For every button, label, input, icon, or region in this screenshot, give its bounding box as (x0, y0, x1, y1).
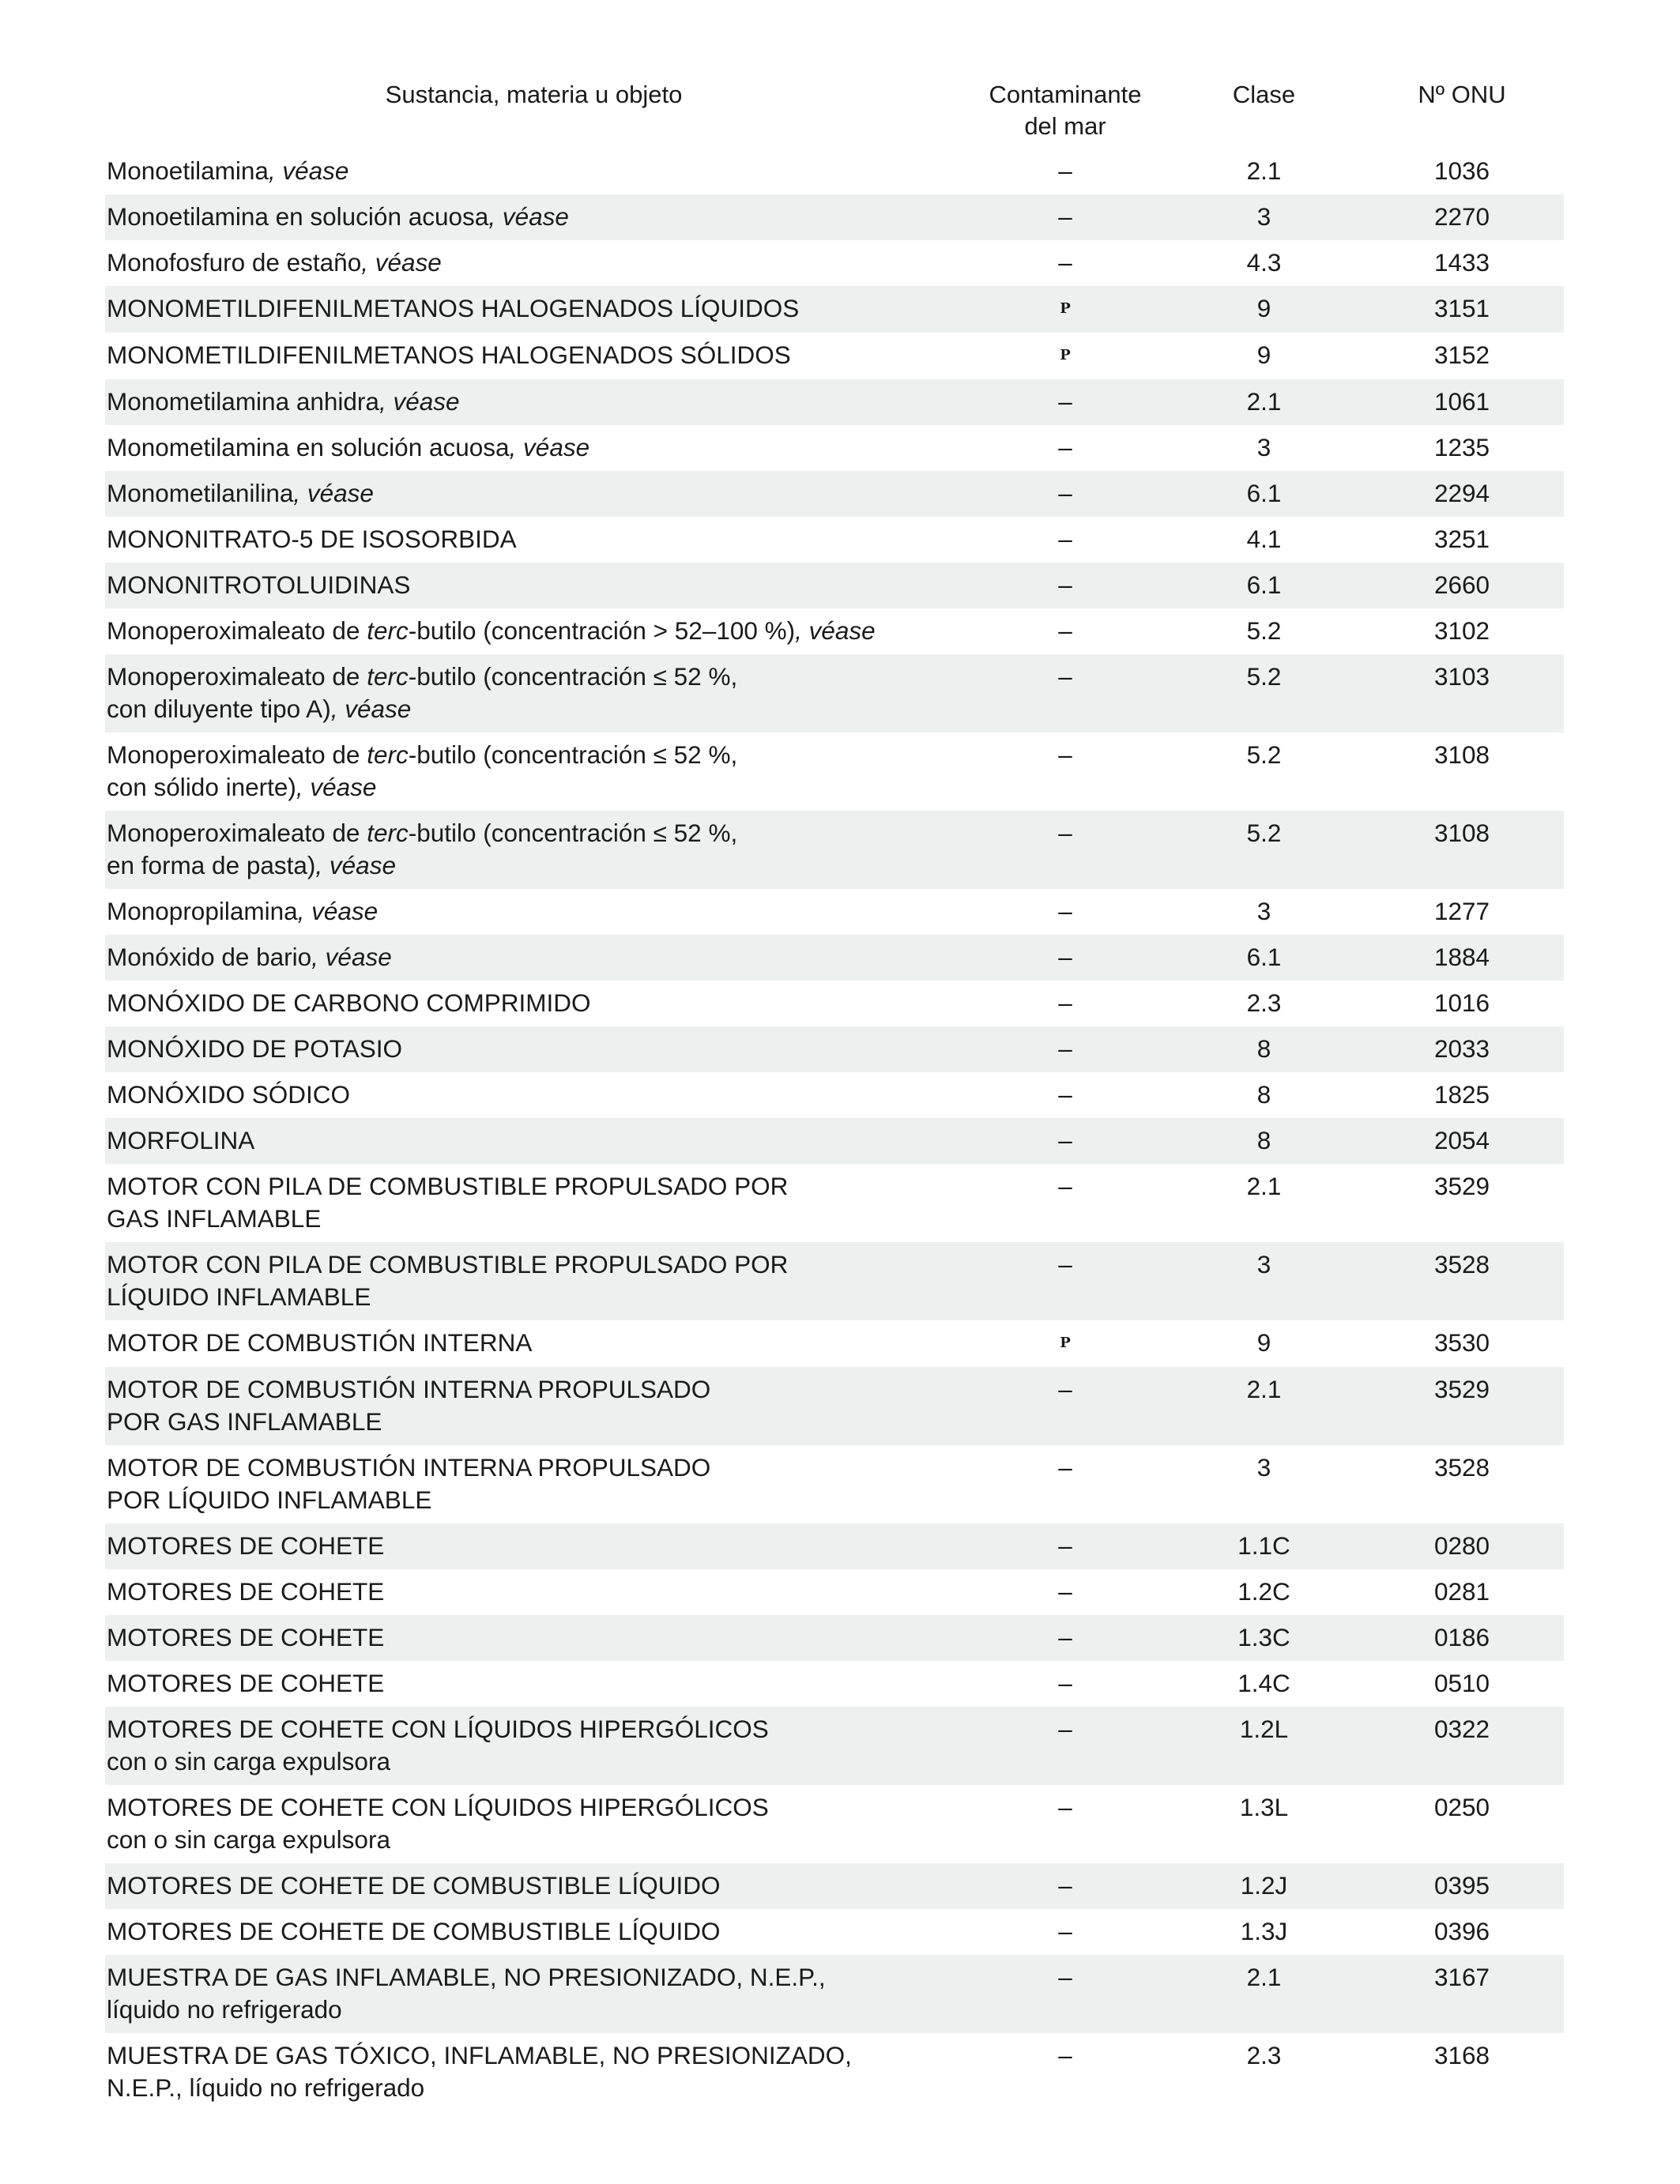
substance-name-segment: MOTORES DE COHETE CON LÍQUIDOS HIPERGÓLICOS (107, 1793, 769, 1821)
table-row (105, 1026, 1564, 1072)
table-row (105, 333, 1564, 379)
substance-name-italic-segment: , véase (311, 943, 392, 971)
substance-name-segment: MONÓXIDO SÓDICO (107, 1080, 351, 1109)
cell-class: 3 (1168, 1242, 1360, 1320)
cell-un-number: 2054 (1360, 1118, 1564, 1164)
marine-pollutant-dash: – (1058, 1623, 1072, 1651)
cell-marine-pollutant (962, 1026, 1168, 1072)
substance-name-italic-segment: , véase (379, 387, 460, 416)
substance-name-segment: Monoperoximaleato de (107, 662, 367, 691)
cell-marine-pollutant (962, 194, 1168, 240)
cell-marine-pollutant (962, 379, 1168, 425)
substance-name-segment: N.E.P., líquido no refrigerado (107, 2073, 425, 2102)
substance-name-segment: -butilo (concentración ≤ 52 %, (408, 662, 738, 691)
table-row (105, 517, 1564, 563)
cell-marine-pollutant (962, 1661, 1168, 1707)
cell-substance-name (105, 1118, 962, 1164)
cell-un-number: 3151 (1360, 286, 1564, 333)
cell-un-number: 1016 (1433, 988, 1490, 1017)
cell-un-number: 0396 (1433, 1917, 1490, 1945)
header-substance: Sustancia, materia u objeto (385, 81, 683, 108)
cell-un-number: 0281 (1433, 1577, 1490, 1606)
cell-un-number: 1825 (1433, 1080, 1490, 1109)
substance-name-segment: Monoperoximaleato de (107, 740, 367, 769)
cell-marine-pollutant (962, 608, 1168, 654)
table-body (105, 149, 1564, 2111)
substance-name-segment: MUESTRA DE GAS INFLAMABLE, NO PRESIONIZADO, N.E.P., (107, 1963, 826, 1991)
cell-substance-name (105, 1445, 962, 1523)
cell-substance-name (105, 471, 962, 517)
table-header (105, 79, 1564, 149)
substance-name-segment: MONÓXIDO DE CARBONO COMPRIMIDO (107, 988, 591, 1017)
cell-marine-pollutant (962, 1242, 1168, 1320)
substance-name-italic-segment: , véase (795, 616, 876, 645)
substance-name-segment: MOTORES DE COHETE DE COMBUSTIBLE LÍQUIDO (107, 1871, 721, 1900)
substance-name-segment: -butilo (concentración ≤ 52 %, (408, 740, 738, 769)
cell-class: 2.1 (1246, 156, 1282, 185)
substance-name-italic-segment: , véase (296, 773, 377, 801)
table-row (105, 1569, 1564, 1615)
cell-substance-name (105, 1072, 962, 1118)
cell-un-number: 1433 (1433, 248, 1490, 277)
cell-class: 8 (1256, 1080, 1271, 1109)
marine-pollutant-dash: – (1058, 1577, 1072, 1606)
cell-substance-name (105, 286, 962, 333)
cell-marine-pollutant (962, 1955, 1168, 2033)
cell-marine-pollutant (962, 935, 1168, 981)
cell-substance-name (105, 654, 962, 732)
table-row (105, 1072, 1564, 1118)
substance-name-segment: Monopropilamina (107, 897, 298, 925)
marine-pollutant-dash: – (1058, 525, 1072, 553)
marine-pollutant-mark: P (1060, 1335, 1071, 1351)
cell-substance-name (105, 1164, 962, 1242)
marine-pollutant-dash: – (1058, 1917, 1072, 1945)
substance-name-italic-segment: , véase (509, 433, 590, 461)
substance-name-segment: Monoetilamina (107, 156, 269, 185)
substance-name-segment: MONOMETILDIFENILMETANOS HALOGENADOS LÍQUIDOS (107, 294, 800, 322)
substance-name-segment: POR GAS INFLAMABLE (107, 1407, 382, 1436)
table-row (105, 1445, 1564, 1523)
cell-un-number: 1277 (1433, 897, 1490, 925)
substance-name-italic-segment: , véase (488, 202, 569, 231)
cell-un-number: 3103 (1360, 654, 1564, 732)
marine-pollutant-dash: – (1058, 1172, 1072, 1200)
cell-marine-pollutant (962, 471, 1168, 517)
cell-substance-name (105, 2033, 962, 2111)
cell-class: 2.1 (1246, 1172, 1282, 1200)
cell-class: 2.1 (1168, 1955, 1360, 2033)
cell-substance-name (105, 333, 962, 379)
marine-pollutant-dash: – (1058, 988, 1072, 1017)
substance-name-segment: MOTORES DE COHETE (107, 1623, 385, 1651)
substance-name-segment: Monometilamina en solución acuosa (107, 433, 510, 461)
substance-name-segment: MOTORES DE COHETE (107, 1531, 385, 1560)
table-row (105, 1909, 1564, 1955)
table-row (105, 2033, 1564, 2111)
table-row (105, 1785, 1564, 1863)
cell-un-number: 3529 (1433, 1172, 1490, 1200)
marine-pollutant-dash: – (1058, 819, 1072, 847)
cell-substance-name (105, 732, 962, 811)
marine-pollutant-dash: – (1058, 248, 1072, 277)
cell-class: 6.1 (1168, 935, 1360, 981)
cell-substance-name (105, 1661, 962, 1707)
marine-pollutant-dash: – (1058, 1034, 1072, 1063)
marine-pollutant-dash: – (1058, 1375, 1072, 1403)
cell-class: 3 (1168, 194, 1360, 240)
table-row (105, 1118, 1564, 1164)
substance-name-segment: MOTOR DE COMBUSTIÓN INTERNA PROPULSADO (107, 1453, 711, 1482)
header-marine-pollutant (962, 79, 1168, 149)
cell-un-number: 1884 (1360, 935, 1564, 981)
cell-un-number: 3168 (1433, 2041, 1490, 2069)
cell-substance-name (105, 811, 962, 889)
cell-un-number: 2033 (1360, 1026, 1564, 1072)
substance-name-segment: con diluyente tipo A) (107, 695, 331, 723)
substance-name-italic-segment: terc (367, 662, 409, 691)
cell-un-number: 3528 (1433, 1453, 1490, 1482)
marine-pollutant-dash: – (1058, 570, 1072, 599)
substance-name-segment: MOTOR DE COMBUSTIÓN INTERNA (107, 1328, 533, 1357)
substance-name-segment: MORFOLINA (107, 1126, 255, 1154)
substance-name-segment: Monoetilamina en solución acuosa (107, 202, 489, 231)
substance-name-segment: POR LÍQUIDO INFLAMABLE (107, 1485, 432, 1514)
substance-name-segment: MUESTRA DE GAS TÓXICO, INFLAMABLE, NO PRESIONIZADO, (107, 2041, 852, 2069)
cell-class: 9 (1168, 286, 1360, 333)
cell-un-number: 3108 (1360, 811, 1564, 889)
cell-un-number: 3108 (1433, 740, 1490, 769)
table-row (105, 1661, 1564, 1707)
substance-name-segment: líquido no refrigerado (107, 1995, 342, 2024)
cell-substance-name (105, 1707, 962, 1785)
cell-marine-pollutant (962, 1445, 1168, 1523)
cell-un-number: 2294 (1360, 471, 1564, 517)
substance-name-italic-segment: , véase (330, 695, 412, 723)
substance-name-segment: LÍQUIDO INFLAMABLE (107, 1282, 371, 1311)
table-row (105, 1615, 1564, 1661)
cell-substance-name (105, 379, 962, 425)
cell-substance-name (105, 194, 962, 240)
cell-marine-pollutant (962, 1320, 1168, 1367)
cell-class: 1.2L (1168, 1707, 1360, 1785)
table-row (105, 1523, 1564, 1569)
cell-class: 8 (1168, 1118, 1360, 1164)
cell-class: 8 (1168, 1026, 1360, 1072)
table-row (105, 563, 1564, 608)
cell-un-number: 3251 (1433, 525, 1490, 553)
cell-un-number: 0395 (1360, 1863, 1564, 1909)
cell-marine-pollutant (962, 1863, 1168, 1909)
cell-class: 5.2 (1168, 654, 1360, 732)
marine-pollutant-dash: – (1058, 1250, 1072, 1278)
marine-pollutant-dash: – (1058, 1871, 1072, 1900)
cell-marine-pollutant (962, 1707, 1168, 1785)
cell-substance-name (105, 1615, 962, 1661)
substance-name-segment: Monofosfuro de estaño (107, 248, 362, 277)
substance-name-italic-segment: , véase (293, 479, 374, 507)
cell-marine-pollutant (962, 811, 1168, 889)
table-row (105, 240, 1564, 286)
cell-marine-pollutant (962, 1909, 1168, 1955)
cell-marine-pollutant (962, 1118, 1168, 1164)
cell-class: 1.1C (1168, 1523, 1360, 1569)
cell-class: 2.1 (1168, 379, 1360, 425)
table-row (105, 1707, 1564, 1785)
cell-un-number: 0186 (1360, 1615, 1564, 1661)
cell-substance-name (105, 517, 962, 563)
table-row (105, 286, 1564, 333)
cell-substance-name (105, 1320, 962, 1367)
substance-name-italic-segment: terc (367, 740, 409, 769)
cell-substance-name (105, 563, 962, 608)
table-row (105, 981, 1564, 1026)
cell-class: 3 (1256, 897, 1271, 925)
cell-un-number: 3529 (1360, 1367, 1564, 1445)
substance-name-italic-segment: , véase (361, 248, 442, 277)
cell-class: 2.3 (1246, 988, 1282, 1017)
substance-name-segment: MOTORES DE COHETE (107, 1669, 385, 1697)
marine-pollutant-dash: – (1058, 1715, 1072, 1743)
substance-name-segment: en forma de pasta) (107, 851, 316, 879)
cell-marine-pollutant (962, 732, 1168, 811)
cell-substance-name (105, 1863, 962, 1909)
table-row (105, 654, 1564, 732)
marine-pollutant-dash: – (1058, 1793, 1072, 1821)
table-row (105, 194, 1564, 240)
substance-name-italic-segment: terc (367, 616, 409, 645)
cell-substance-name (105, 1242, 962, 1320)
cell-substance-name (105, 240, 962, 286)
cell-class: 5.2 (1168, 811, 1360, 889)
cell-marine-pollutant (962, 889, 1168, 935)
cell-substance-name (105, 981, 962, 1026)
header-marine-pollutant-line2: del mar (1024, 112, 1106, 140)
cell-class: 3 (1256, 1453, 1271, 1482)
cell-class: 1.2C (1237, 1577, 1290, 1606)
cell-substance-name (105, 149, 962, 194)
substance-name-segment: MONÓXIDO DE POTASIO (107, 1034, 402, 1063)
marine-pollutant-dash: – (1058, 1531, 1072, 1560)
table-row (105, 149, 1564, 194)
cell-class: 3 (1256, 433, 1271, 461)
cell-class: 4.1 (1246, 525, 1282, 553)
cell-un-number: 0280 (1360, 1523, 1564, 1569)
substance-name-segment: MONONITROTOLUIDINAS (107, 570, 411, 599)
cell-marine-pollutant (962, 2033, 1168, 2111)
marine-pollutant-dash: – (1058, 1080, 1072, 1109)
cell-class: 1.3J (1240, 1917, 1288, 1945)
cell-marine-pollutant (962, 1072, 1168, 1118)
cell-un-number: 3152 (1433, 341, 1490, 369)
cell-class: 2.1 (1168, 1367, 1360, 1445)
table-row (105, 1164, 1564, 1242)
cell-substance-name (105, 1955, 962, 2033)
cell-class: 1.2J (1168, 1863, 1360, 1909)
substance-name-segment: Monoperoximaleato de (107, 616, 367, 645)
header-un-number: Nº ONU (1418, 81, 1506, 108)
substance-name-segment: Monometilanilina (107, 479, 294, 507)
cell-marine-pollutant (962, 1367, 1168, 1445)
cell-marine-pollutant (962, 240, 1168, 286)
substance-name-segment: con o sin carga expulsora (107, 1747, 390, 1775)
cell-un-number: 3102 (1433, 616, 1490, 645)
cell-class: 5.2 (1246, 740, 1282, 769)
cell-marine-pollutant (962, 1523, 1168, 1569)
cell-un-number: 1036 (1433, 156, 1490, 185)
marine-pollutant-dash: – (1058, 1453, 1072, 1482)
cell-marine-pollutant (962, 1569, 1168, 1615)
cell-class: 1.3C (1168, 1615, 1360, 1661)
cell-substance-name (105, 1785, 962, 1863)
cell-substance-name (105, 1026, 962, 1072)
substance-name-italic-segment: , véase (268, 156, 349, 185)
substance-name-segment: MONOMETILDIFENILMETANOS HALOGENADOS SÓLIDOS (107, 341, 791, 369)
cell-un-number: 3528 (1360, 1242, 1564, 1320)
substance-name-segment: MOTOR CON PILA DE COMBUSTIBLE PROPULSADO POR (107, 1172, 789, 1200)
marine-pollutant-dash: – (1058, 2041, 1072, 2069)
header-marine-pollutant-line1: Contaminante (989, 81, 1142, 108)
substance-name-segment: MOTORES DE COHETE (107, 1577, 385, 1606)
substance-name-segment: MOTORES DE COHETE DE COMBUSTIBLE LÍQUIDO (107, 1917, 721, 1945)
marine-pollutant-dash: – (1058, 616, 1072, 645)
substance-name-segment: GAS INFLAMABLE (107, 1204, 322, 1233)
cell-substance-name (105, 1569, 962, 1615)
header-class: Clase (1232, 81, 1296, 108)
cell-un-number: 2270 (1360, 194, 1564, 240)
table-row (105, 732, 1564, 811)
substance-name-segment: -butilo (concentración > 52–100 %) (408, 616, 796, 645)
cell-marine-pollutant (962, 286, 1168, 333)
marine-pollutant-mark: P (1060, 347, 1071, 363)
marine-pollutant-dash: – (1058, 1963, 1072, 1991)
table-row (105, 379, 1564, 425)
substance-name-italic-segment: terc (367, 819, 409, 847)
cell-marine-pollutant (962, 149, 1168, 194)
substance-name-segment: Monóxido de bario (107, 943, 312, 971)
substance-name-segment: con o sin carga expulsora (107, 1825, 390, 1854)
table-row (105, 935, 1564, 981)
marine-pollutant-dash: – (1058, 740, 1072, 769)
table-row (105, 1863, 1564, 1909)
cell-class: 1.3L (1239, 1793, 1289, 1821)
substance-name-italic-segment: , véase (297, 897, 379, 925)
cell-un-number: 3167 (1360, 1955, 1564, 2033)
table-row (105, 1242, 1564, 1320)
substance-name-segment: MOTOR CON PILA DE COMBUSTIBLE PROPULSADO POR (107, 1250, 789, 1278)
substance-name-segment: Monometilamina anhidra (107, 387, 379, 416)
marine-pollutant-dash: – (1058, 433, 1072, 461)
table-row (105, 1320, 1564, 1367)
substance-name-italic-segment: , véase (315, 851, 396, 879)
table-row (105, 889, 1564, 935)
cell-marine-pollutant (962, 333, 1168, 379)
cell-un-number: 0322 (1360, 1707, 1564, 1785)
marine-pollutant-dash: – (1058, 387, 1072, 416)
substance-name-segment: MONONITRATO-5 DE ISOSORBIDA (107, 525, 517, 553)
substance-name-segment: Monoperoximaleato de (107, 819, 367, 847)
marine-pollutant-dash: – (1058, 943, 1072, 971)
marine-pollutant-dash: – (1058, 479, 1072, 507)
substance-name-segment: MOTOR DE COMBUSTIÓN INTERNA PROPULSADO (107, 1375, 711, 1403)
marine-pollutant-dash: – (1058, 1126, 1072, 1154)
cell-marine-pollutant (962, 1785, 1168, 1863)
cell-substance-name (105, 1909, 962, 1955)
cell-class: 6.1 (1168, 471, 1360, 517)
table-row (105, 471, 1564, 517)
marine-pollutant-dash: – (1058, 897, 1072, 925)
cell-class: 1.4C (1237, 1669, 1290, 1697)
marine-pollutant-dash: – (1058, 1669, 1072, 1697)
cell-marine-pollutant (962, 654, 1168, 732)
marine-pollutant-dash: – (1058, 156, 1072, 185)
table-row (105, 1367, 1564, 1445)
document-page (105, 79, 1564, 2111)
table-row (105, 425, 1564, 471)
cell-un-number: 0510 (1433, 1669, 1490, 1697)
cell-class: 6.1 (1168, 563, 1360, 608)
table-row (105, 608, 1564, 654)
cell-marine-pollutant (962, 1164, 1168, 1242)
cell-substance-name (105, 425, 962, 471)
cell-un-number: 0250 (1433, 1793, 1490, 1821)
cell-substance-name (105, 1523, 962, 1569)
marine-pollutant-mark: P (1060, 300, 1071, 317)
cell-marine-pollutant (962, 425, 1168, 471)
cell-marine-pollutant (962, 981, 1168, 1026)
cell-class: 5.2 (1246, 616, 1282, 645)
cell-un-number: 1235 (1433, 433, 1490, 461)
substance-name-segment: con sólido inerte) (107, 773, 296, 801)
dangerous-goods-table (105, 79, 1564, 2111)
cell-un-number: 1061 (1360, 379, 1564, 425)
cell-substance-name (105, 1367, 962, 1445)
cell-class: 9 (1256, 1328, 1271, 1357)
substance-name-segment: MOTORES DE COHETE CON LÍQUIDOS HIPERGÓLICOS (107, 1715, 769, 1743)
cell-class: 2.3 (1246, 2041, 1282, 2069)
cell-un-number: 3530 (1433, 1328, 1490, 1357)
cell-un-number: 2660 (1360, 563, 1564, 608)
cell-marine-pollutant (962, 563, 1168, 608)
table-row (105, 1955, 1564, 2033)
cell-class: 4.3 (1246, 248, 1282, 277)
substance-name-segment: -butilo (concentración ≤ 52 %, (408, 819, 738, 847)
cell-marine-pollutant (962, 1615, 1168, 1661)
table-row (105, 811, 1564, 889)
cell-substance-name (105, 608, 962, 654)
cell-substance-name (105, 889, 962, 935)
cell-substance-name (105, 935, 962, 981)
cell-class: 9 (1256, 341, 1271, 369)
cell-marine-pollutant (962, 517, 1168, 563)
marine-pollutant-dash: – (1058, 662, 1072, 691)
marine-pollutant-dash: – (1058, 202, 1072, 231)
